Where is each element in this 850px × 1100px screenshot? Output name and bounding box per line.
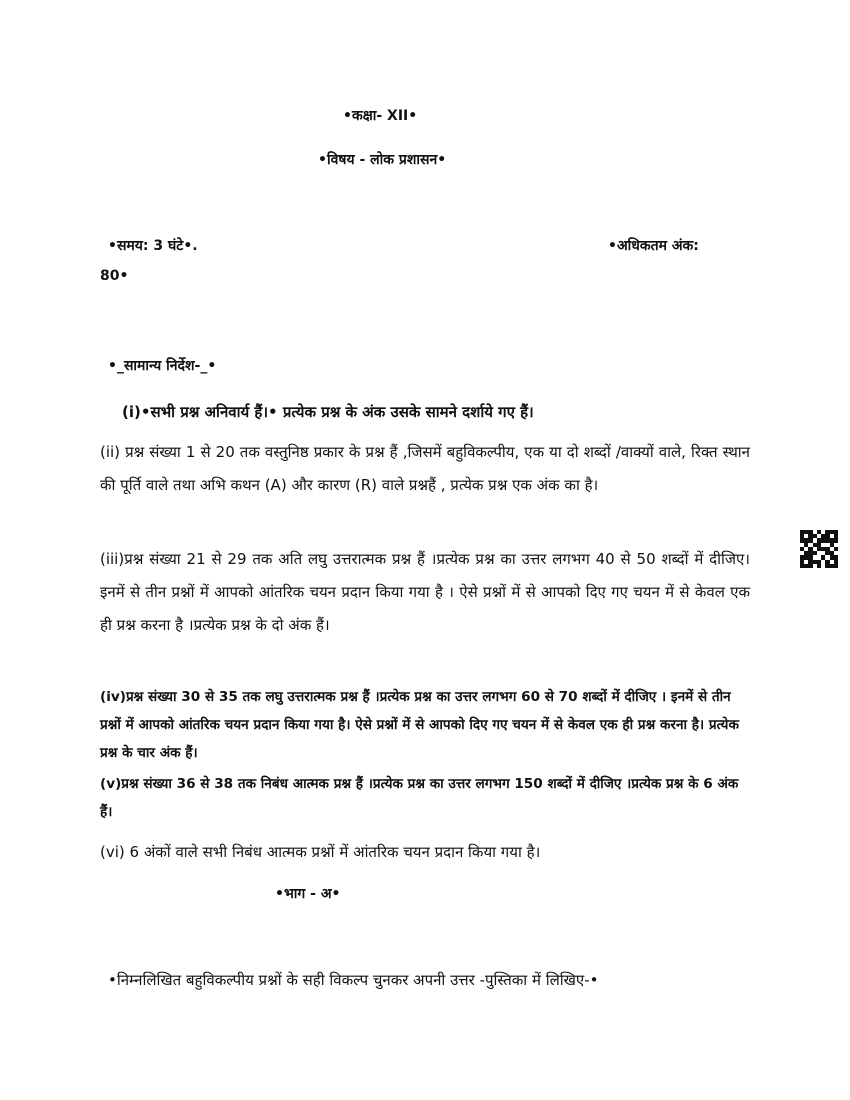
instruction-item: (vi) 6 अंकों वाले सभी निबंध आत्मक प्रश्नों में आंतरिक चयन प्रदान किया गया है। xyxy=(100,843,541,861)
instruction-item: (ii) प्रश्न संख्या 1 से 20 तक वस्तुनिष्ठ प्रकार के प्रश्न हैं ,जिसमें बहुविकल्पीय, एक या दो शब्दों /वाक्यों वाले, रिक्त स्थान की पूर्ति वाले तथा अभि कथन (A) और कारण (R) वाले प्रश्नहैं , प्रत्येक प्रश्न एक अंक का है। xyxy=(100,443,750,494)
instructions-heading: •_सामान्य निर्देश-_• xyxy=(108,358,217,374)
instruction-item: (v)प्रश्न संख्या 36 से 38 तक निबंध आत्मक प्रश्न हैं ।प्रत्येक प्रश्न का उत्तर लगभग 150 शब्दों में दीजिए ।प्रत्येक प्रश्न के 6 अंक हैं। xyxy=(100,776,739,820)
qr-module xyxy=(834,564,838,568)
max-marks-value: 80• xyxy=(100,268,129,284)
mcq-instruction: •निम्नलिखित बहुविकल्पीय प्रश्नों के सही विकल्प चुनकर अपनी उत्तर -पुस्तिका में लिखिए-• xyxy=(108,971,599,989)
instruction-item: (i)•सभी प्रश्न अनिवार्य हैं।• प्रत्येक प्रश्न के अंक उसके सामने दर्शाये गए हैं। xyxy=(122,403,534,421)
class-label: •कक्षा- XII• xyxy=(343,108,418,124)
instruction-item: (iv)प्रश्न संख्या 30 से 35 तक लघु उत्तरात्मक प्रश्न हैं ।प्रत्येक प्रश्न का उत्तर लगभग 60 से 70 शब्दों में दीजिए । इनमें से तीन प्रश्नों में आपको आंतरिक चयन प्रदान किया गया है। ऐसे प्रश्नों में से आपको दिए गए चयन में से केवल एक ही प्रश्न करना है। प्रत्येक प्रश्न के चार अंक हैं। xyxy=(100,689,739,761)
section-title: •भाग - अ• xyxy=(275,886,341,902)
max-marks-label: •अधिकतम अंक: xyxy=(608,238,699,254)
qr-code-icon xyxy=(800,530,838,568)
time-label: •समय: 3 घंटे•. xyxy=(108,238,198,254)
subject-title: •विषय - लोक प्रशासन• xyxy=(318,152,447,168)
instruction-item: (iii)प्रश्न संख्या 21 से 29 तक अति लघु उत्तरात्मक प्रश्न हैं ।प्रत्येक प्रश्न का उत्तर लगभग 40 से 50 शब्दों में दीजिए। इनमें से तीन प्रश्नों में आपको आंतरिक चयन प्रदान किया गया है । ऐसे प्रश्नों में से आपको दिए गए चयन में से केवल एक ही प्रश्न करना है ।प्रत्येक प्रश्न के दो अंक हैं। xyxy=(100,550,750,634)
